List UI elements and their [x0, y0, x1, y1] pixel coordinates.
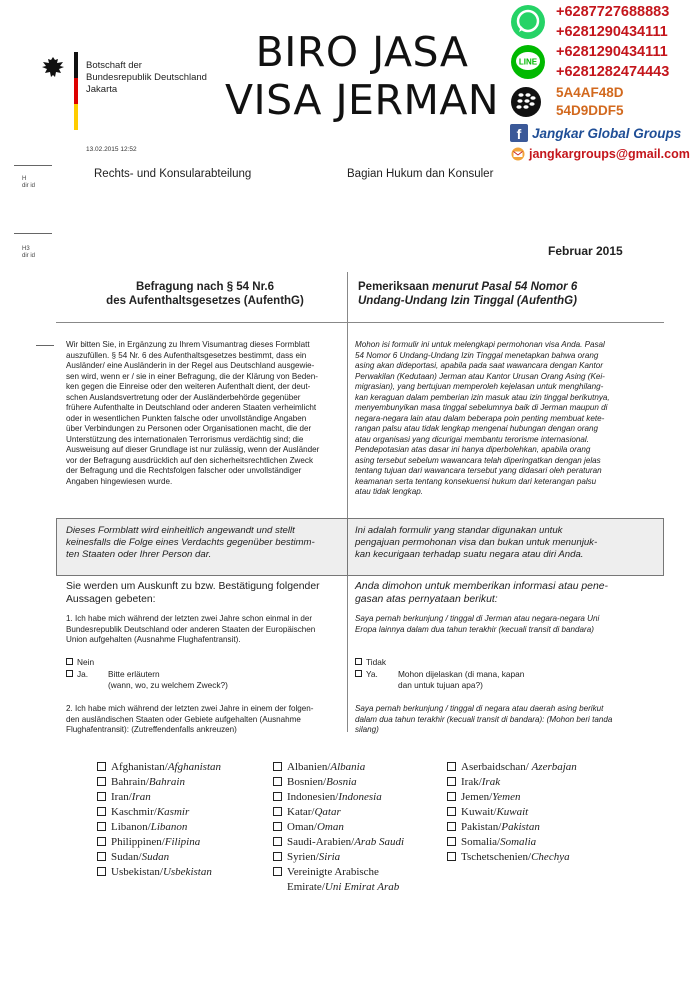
question-2-de: 2. Ich habe mich während der letzten zwei Jahre in einem der folgen- den ausländischen Staaten oder Gebiete aufgehalten (Ausnahme Flughafentransit): (Zutreffendenfalls ankreuzen)	[66, 704, 314, 734]
country-label-continued: Emirate/Uni Emirat Arab	[287, 881, 400, 893]
heading-id: Pemeriksaan menurut Pasal 54 Nomor 6 Undang-Undang Izin Tinggal (AufenthG)	[358, 281, 578, 307]
margin-rule	[14, 165, 52, 166]
intro-de: Wir bitten Sie, in Ergänzung zu Ihrem Visumantrag dieses Formblatt auszufüllen. § 54 Nr. 6 des Aufenthaltsgesetzes bestimmt, dass ein Ausländer/ eine Ausländerin in der Regel aus Deutschland ausgewie- sen wird, wenn er / sie in einer Befragung, die der Klärung von Beden- ken gegen die Einreise oder den weiteren Aufenthalt dient, der deut- schen Auslandsvertretung oder der Ausländerbehörde gegenüber frühere Aufenthalte in Deutschland oder anderen Staaten verheimlicht oder in wesentlichen Punkten falsche oder unvollständige Angaben über Verbindungen zu Personen oder Organisationen macht, die der Unterstützung des internationalen Terrorismus verdächtig sind; die Ausweisung auf dieser Grundlage ist nur zulässig, wenn der Ausländer vor der Befragung ausdrücklich auf den sicherheitsrechtlichen Zweck der Befragung und die Rechtsfolgen falscher oder unvollständiger Angaben hingewiesen wurde.	[66, 340, 320, 486]
column-divider	[347, 272, 348, 732]
country-checkbox[interactable]: Irak/Irak	[447, 775, 500, 790]
checkbox[interactable]	[97, 867, 106, 876]
department-id: Bagian Hukum dan Konsuler	[347, 168, 494, 180]
country-checkbox[interactable]: Philippinen/Filipina	[97, 835, 200, 850]
checkbox[interactable]	[66, 658, 73, 665]
country-checkbox[interactable]: Bosnien/Bosnia	[273, 775, 357, 790]
checkbox[interactable]	[273, 822, 282, 831]
country-checkbox[interactable]: Sudan/Sudan	[97, 850, 169, 865]
checkbox[interactable]	[97, 777, 106, 786]
country-checkbox[interactable]: Bahrain/Bahrain	[97, 775, 185, 790]
request-de: Sie werden um Auskunft zu bzw. Bestätigung folgender Aussagen gebeten:	[66, 581, 320, 605]
checkbox[interactable]	[273, 807, 282, 816]
checkbox[interactable]	[97, 837, 106, 846]
document-timestamp: 13.02.2015 12:52	[86, 146, 137, 153]
page-title: BIRO JASA VISA JERMAN	[224, 28, 500, 124]
checkbox[interactable]	[273, 837, 282, 846]
blackberry-icon[interactable]	[510, 86, 542, 118]
country-checkbox[interactable]: Syrien/Siria	[273, 850, 340, 865]
facebook-icon: f	[510, 124, 528, 142]
request-id: Anda dimohon untuk memberikan informasi atau pene- gasan atas pernyataan berikut:	[355, 581, 608, 605]
checkbox[interactable]	[355, 670, 362, 677]
q1-option-yes-de[interactable]: Ja.	[66, 669, 88, 680]
checkbox[interactable]	[447, 807, 456, 816]
country-checkbox[interactable]: Libanon/Libanon	[97, 820, 187, 835]
question-2-id: Saya pernah berkunjung / tinggal di negara atau daerah asing berikut dalam dua tahun terakhir (kecuali transit di bandara): (Mohon beri tanda silang)	[355, 704, 613, 734]
phone-number[interactable]: +6281290434111	[556, 24, 668, 40]
country-checkbox[interactable]: Usbekistan/Usbekistan	[97, 865, 212, 880]
country-checkbox[interactable]: Vereinigte Arabische	[273, 865, 379, 880]
country-checkbox[interactable]: Afghanistan/Afghanistan	[97, 760, 221, 775]
facebook-row[interactable]	[510, 124, 681, 142]
checkbox[interactable]	[97, 792, 106, 801]
checkbox[interactable]	[273, 777, 282, 786]
country-checkbox[interactable]: Kuwait/Kuwait	[447, 805, 528, 820]
country-checkbox[interactable]: Tschetschenien/Chechya	[447, 850, 570, 865]
email-address[interactable]: jangkargroups@gmail.com	[529, 147, 690, 161]
q1-option-yes-id[interactable]: Ya.	[355, 669, 378, 680]
heading-de: Befragung nach § 54 Nr.6 des Aufenthaltsgesetzes (AufenthG)	[106, 281, 304, 307]
checkbox[interactable]	[447, 777, 456, 786]
country-checkbox[interactable]: Jemen/Yemen	[447, 790, 521, 805]
checkbox[interactable]	[447, 837, 456, 846]
q1-explain-de: Bitte erläutern (wann, wo, zu welchem Zweck?)	[108, 669, 228, 690]
bbm-pin-2[interactable]: 54D9DDF5	[556, 103, 624, 118]
country-checkbox[interactable]: Iran/Iran	[97, 790, 151, 805]
country-checkbox[interactable]: Katar/Qatar	[273, 805, 341, 820]
country-checkbox[interactable]: Somalia/Somalia	[447, 835, 536, 850]
q1-option-no-de[interactable]: Nein	[66, 657, 94, 668]
checkbox[interactable]	[355, 658, 362, 665]
country-checkbox[interactable]: Oman/Oman	[273, 820, 344, 835]
checkbox[interactable]	[447, 792, 456, 801]
email-row[interactable]	[510, 147, 690, 161]
federal-eagle-icon	[40, 55, 66, 81]
mail-icon	[510, 147, 526, 161]
whatsapp-number[interactable]: +6287727688883	[556, 4, 670, 20]
country-checkbox[interactable]: Kaschmir/Kasmir	[97, 805, 189, 820]
german-flag-bar	[74, 52, 78, 130]
margin-rule	[36, 345, 54, 346]
checkbox[interactable]	[97, 807, 106, 816]
checkbox[interactable]	[273, 762, 282, 771]
contact-panel	[510, 4, 698, 169]
question-1-de: 1. Ich habe mich während der letzten zwei Jahre schon einmal in der Bundesrepublik Deutschland oder anderen Staaten der Europäischen Union aufgehalten (Ausnahme Flughafentransit).	[66, 614, 316, 644]
checkbox[interactable]	[447, 822, 456, 831]
country-checkbox[interactable]: Pakistan/Pakistan	[447, 820, 540, 835]
section-divider	[56, 322, 664, 323]
document-month: Februar 2015	[548, 244, 623, 258]
notice-de: Dieses Formblatt wird einheitlich angewandt und stellt keinesfalls die Folge eines Verdachts gegenüber bestimm- ten Staaten oder Ihrer Person dar.	[66, 525, 315, 560]
notice-id: Ini adalah formulir yang standar digunakan untuk pengajuan permohonan visa dan bukan untuk menunjuk- kan kecurigaan terhadap suatu negara atau diri Anda.	[355, 525, 598, 560]
facebook-page-name[interactable]: Jangkar Global Groups	[532, 125, 682, 141]
country-checkbox[interactable]: Saudi-Arabien/Arab Saudi	[273, 835, 404, 850]
country-checkbox[interactable]: Indonesien/Indonesia	[273, 790, 382, 805]
q1-explain-id: Mohon dijelaskan (di mana, kapan dan untuk tujuan apa?)	[398, 669, 525, 690]
country-checkbox[interactable]: Albanien/Albania	[273, 760, 365, 775]
line-app-icon[interactable]	[510, 44, 546, 80]
whatsapp-icon[interactable]	[510, 4, 546, 40]
margin-code-2: H3 dir id	[22, 246, 36, 259]
question-1-id: Saya pernah berkunjung / tinggal di Jerman atau negara-negara Uni Eropa lainnya dalam dua tahun terakhir (kecuali transit di bandara)	[355, 614, 600, 634]
country-checkbox[interactable]: Aserbaidschan/ Azerbajan	[447, 760, 577, 775]
checkbox[interactable]	[97, 762, 106, 771]
checkbox[interactable]	[447, 852, 456, 861]
line-icon-label: LINE	[518, 57, 538, 67]
phone-number-2[interactable]: +6281282474443	[556, 64, 670, 80]
box-divider	[347, 518, 348, 576]
margin-rule	[14, 233, 52, 234]
margin-code-1: H dir id	[22, 176, 36, 189]
line-number[interactable]: +6281290434111	[556, 44, 668, 60]
checkbox[interactable]	[66, 670, 73, 677]
q1-option-no-id[interactable]: Tidak	[355, 657, 386, 668]
department-de: Rechts- und Konsularabteilung	[94, 168, 252, 180]
embassy-name: Botschaft der Bundesrepublik Deutschland Jakarta	[86, 60, 207, 95]
bbm-pin-1[interactable]: 5A4AF48D	[556, 85, 624, 100]
checkbox[interactable]	[273, 867, 282, 876]
checkbox[interactable]	[273, 852, 282, 861]
checkbox[interactable]	[97, 822, 106, 831]
checkbox[interactable]	[447, 762, 456, 771]
checkbox[interactable]	[97, 852, 106, 861]
intro-id: Mohon isi formulir ini untuk melengkapi permohonan visa Anda. Pasal 54 Nomor 6 Undang-Undang Izin Tinggal menetapkan bahwa orang asing akan dideportasi, apabila pada saat wawancara dengan Kantor Perwakilan (Kedutaan) Jerman atau Kantor Urusan Orang Asing (Kei- migrasian), yang bertujuan memperoleh kejelasan untuk menghilang- kan keraguan dalam pemberian izin masuk atau izin tinggal berikutnya, menyembunyikan masa tinggal sebelumnya baik di Jerman maupun di negara-negara lain atau dalam beberapa poin penting membuat kete- rangan palsu atau tidak lengkap mengenai hubungan dengan orang atau organisasi yang dicurigai membantu terorisme internasional. Pendepotasian atas dasar ini hanya diperbolehkan, apabila orang asing tersebut sebelum wawancara telah diperingatkan dengan jelas tentang tujuan dari wawancara tersebut yang didasari oleh peraturan keamanan serta tentang konsekuensi hukum dari keterangan palsu atau tidak lengkap.	[355, 340, 610, 496]
checkbox[interactable]	[273, 792, 282, 801]
